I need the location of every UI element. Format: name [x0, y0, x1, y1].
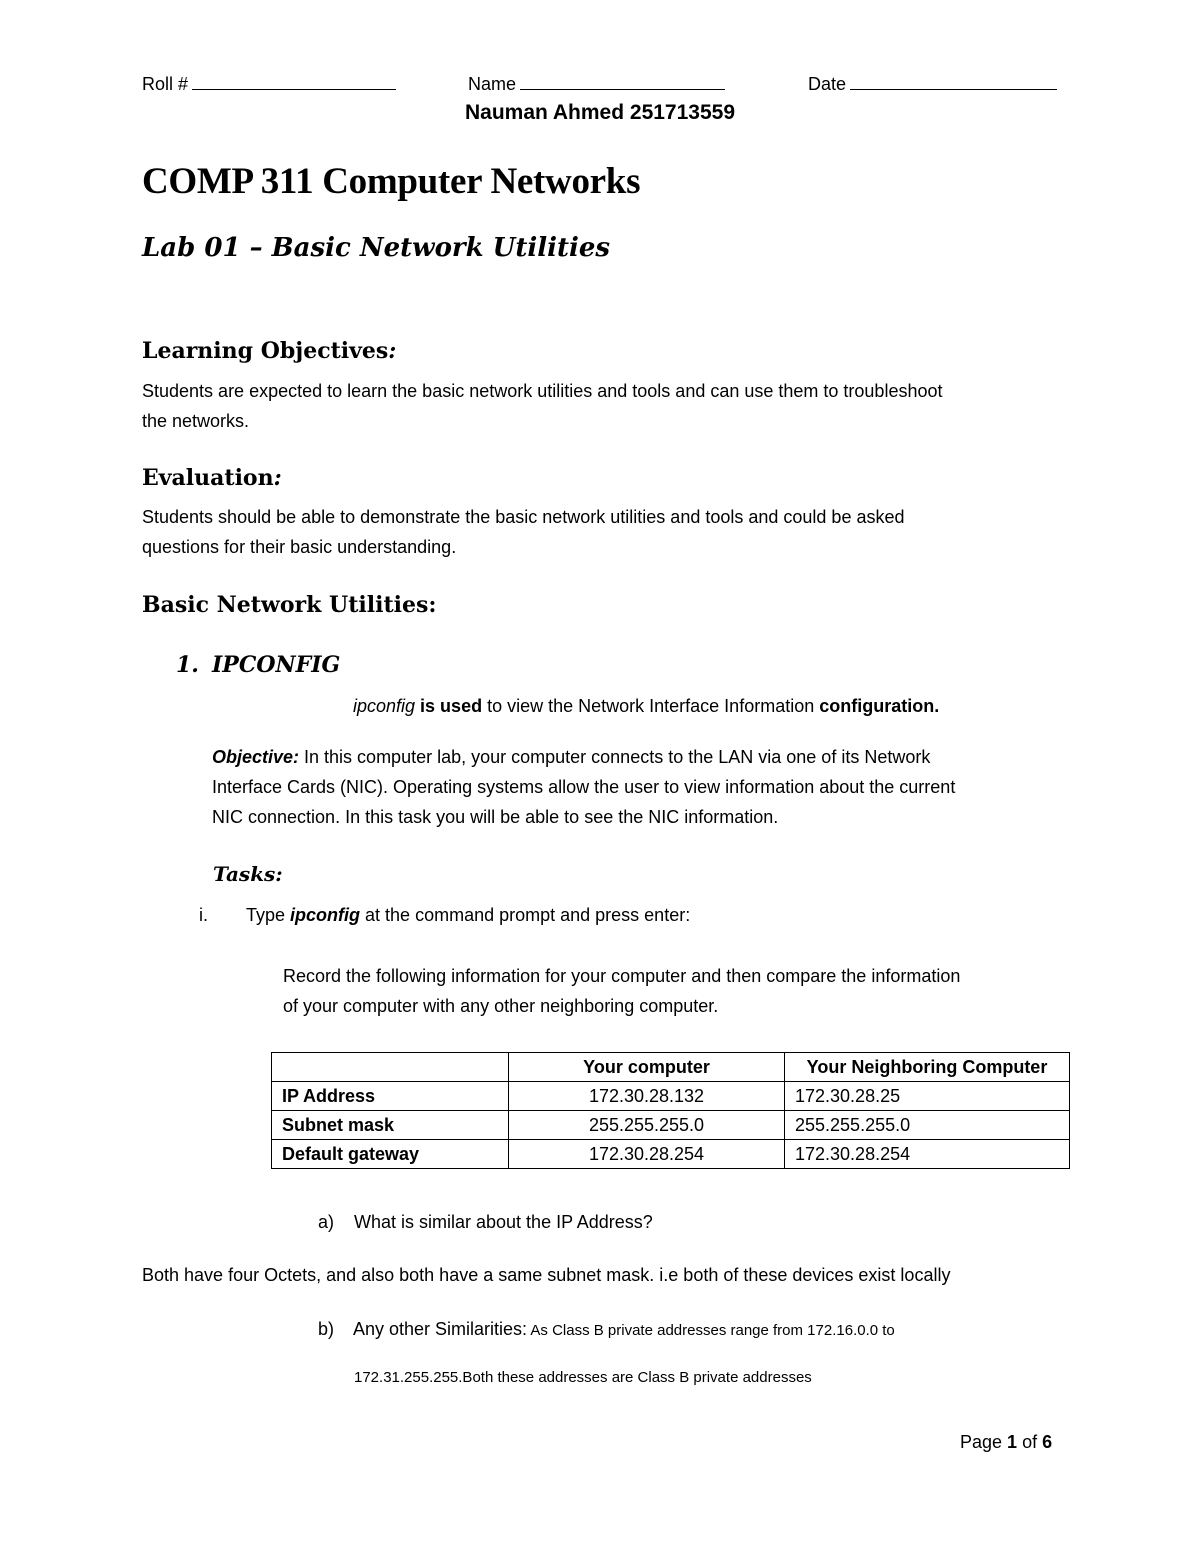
record-line-1: Record the following information for your computer and then compare the information: [283, 966, 961, 986]
question-b-line-1: [353, 1314, 895, 1346]
date-label: Date: [808, 74, 847, 94]
section-1-number: 1.: [176, 652, 199, 678]
objective-line-1-text: In this computer lab, your computer connects to the LAN via one of its Network: [299, 747, 931, 767]
roll-blank-line: [192, 88, 396, 90]
row-label-default-gateway: Default gateway: [272, 1140, 509, 1169]
date-field: [808, 74, 1057, 95]
question-b-answer-line-1: As Class B private addresses range from 172.16.0.0 to: [527, 1322, 895, 1339]
cell-neighbor-gateway: 172.30.28.254: [785, 1140, 1070, 1169]
task-i-term: ipconfig: [290, 905, 361, 925]
page-total: 6: [1042, 1432, 1053, 1452]
learning-objectives-heading: [142, 338, 396, 364]
objective-line-3: NIC connection. In this task you will be able to see the NIC information.: [212, 807, 779, 827]
objective-paragraph: [212, 742, 955, 832]
question-a-marker: a): [318, 1212, 335, 1232]
evaluation-line-2: questions for their basic understanding.: [142, 537, 457, 557]
evaluation-heading: [142, 465, 282, 491]
question-a-text: What is similar about the IP Address?: [354, 1212, 653, 1232]
name-label: Name: [468, 74, 517, 94]
name-field: [468, 74, 725, 95]
tasks-heading: Tasks:: [213, 862, 283, 886]
course-title: COMP 311 Computer Networks: [142, 161, 641, 202]
cell-your-gateway: 172.30.28.254: [509, 1140, 785, 1169]
question-b-marker: b): [318, 1319, 335, 1339]
page-current: 1: [1007, 1432, 1018, 1452]
table-header-neighbor: Your Neighboring Computer: [785, 1053, 1070, 1082]
objective-label: Objective:: [212, 747, 300, 767]
objective-line-2: Interface Cards (NIC). Operating systems allow the user to view information about the current: [212, 777, 956, 797]
learning-objectives-text: [142, 376, 943, 436]
ipconfig-desc-rest: to view the Network Interface Information: [482, 696, 820, 716]
task-i-marker: i.: [199, 905, 208, 925]
ipconfig-description: [353, 691, 939, 721]
learning-objectives-colon: :: [388, 338, 397, 364]
learning-objectives-heading-text: Learning Objectives: [142, 338, 389, 364]
student-name: Nauman Ahmed 251713559: [464, 101, 736, 124]
lab-title: Lab 01 – Basic Network Utilities: [142, 233, 611, 263]
question-b-text: Any other Similarities:: [353, 1319, 528, 1339]
question-a-answer: Both have four Octets, and also both have a same subnet mask. i.e both of these devices exist locally: [142, 1265, 951, 1285]
cell-neighbor-ip: 172.30.28.25: [785, 1082, 1070, 1111]
table-row: [272, 1082, 1070, 1111]
cell-neighbor-subnet: 255.255.255.0: [785, 1111, 1070, 1140]
section-1-title: IPCONFIG: [212, 652, 341, 678]
basic-utilities-heading: Basic Network Utilities:: [142, 592, 437, 618]
ipconfig-is-used: is used: [415, 696, 483, 716]
table-row: [272, 1140, 1070, 1169]
learning-objectives-line-1: Students are expected to learn the basic network utilities and tools and can use them to troubleshoot: [142, 381, 943, 401]
record-instructions: [283, 961, 960, 1021]
row-label-ip-address: IP Address: [272, 1082, 509, 1111]
table-header-blank: [272, 1053, 509, 1082]
date-blank-line: [850, 88, 1057, 90]
evaluation-colon: :: [273, 465, 282, 491]
evaluation-line-1: Students should be able to demonstrate the basic network utilities and tools and could be asked: [142, 507, 905, 527]
task-i-text: [246, 900, 690, 930]
table-row: [272, 1111, 1070, 1140]
cell-your-ip: 172.30.28.132: [509, 1082, 785, 1111]
record-line-2: of your computer with any other neighboring computer.: [283, 996, 719, 1016]
cell-your-subnet: 255.255.255.0: [509, 1111, 785, 1140]
question-b-answer-line-2: 172.31.255.255.Both these addresses are Class B private addresses: [354, 1369, 812, 1386]
name-blank-line: [520, 88, 725, 90]
objective-line-1: [212, 742, 955, 772]
page-of-word: of: [1017, 1432, 1043, 1452]
page-word: Page: [960, 1432, 1008, 1452]
ipconfig-term: ipconfig: [353, 696, 416, 716]
roll-field: [142, 74, 396, 95]
table-header-your-computer: Your computer: [509, 1053, 785, 1082]
table-header-row: [272, 1053, 1070, 1082]
evaluation-heading-text: Evaluation: [142, 465, 274, 491]
ipconfig-desc-end: configuration.: [819, 696, 940, 716]
learning-objectives-line-2: the networks.: [142, 411, 250, 431]
task-i-post: at the command prompt and press enter:: [360, 905, 691, 925]
roll-label: Roll #: [142, 74, 189, 94]
row-label-subnet-mask: Subnet mask: [272, 1111, 509, 1140]
evaluation-text: [142, 502, 905, 562]
ip-comparison-table: [271, 1052, 1070, 1169]
task-i-pre: Type: [246, 905, 291, 925]
page-number: [960, 1432, 1052, 1453]
